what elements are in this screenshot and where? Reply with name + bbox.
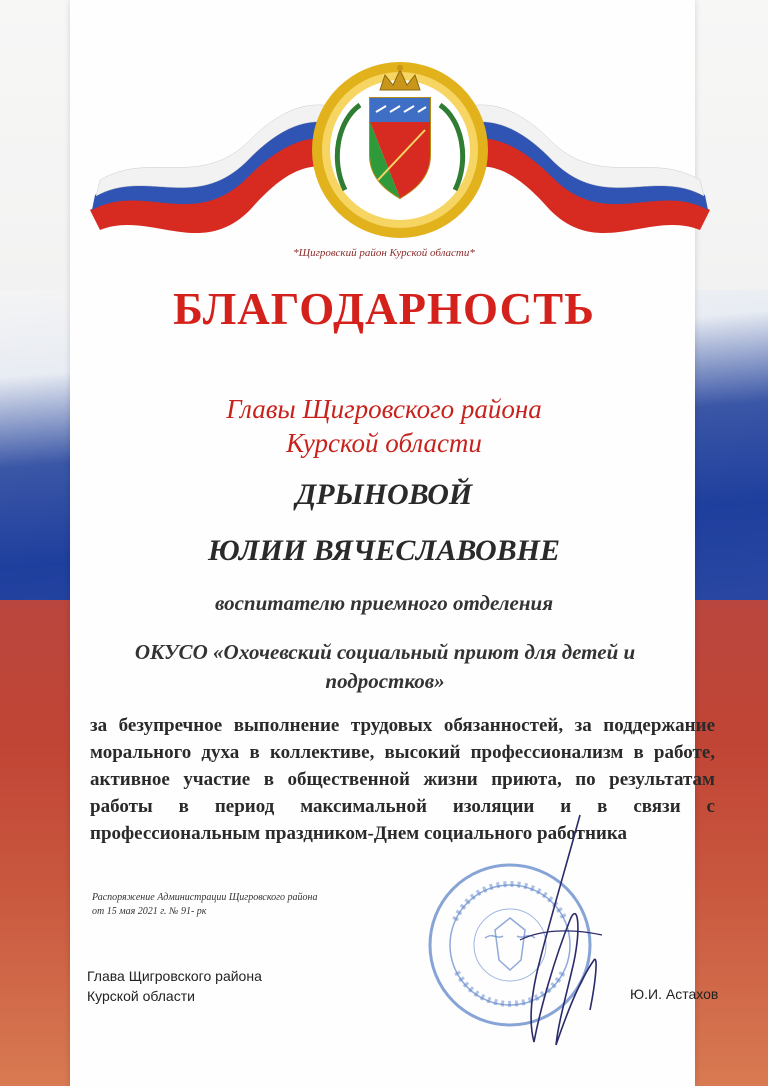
recipient-surname: ДРЫНОВОЙ [295, 478, 473, 511]
order-line-1: Распоряжение Администрации Щигровского района [92, 892, 318, 903]
award-reason: за безупречное выполнение трудовых обязанностей, за поддержание морального духа в коллективе, высокий профессионализм в работе, активное участие в общественной жизни приюта, по результатам работы в период максимальной изоляции и в связи с профессиональным праздником-Днем социального работника [90, 715, 715, 844]
issuer-line-2: Курской области [286, 428, 482, 458]
signatory-role [87, 966, 347, 1006]
region-caption: *Щигровский район Курской области* [293, 247, 475, 259]
issuer-block [0, 392, 768, 460]
recipient-organization: ОКУСО «Охочевский социальный приют для детей и подростков» [134, 640, 636, 693]
recipient-position: воспитателю приемного отделения [214, 591, 554, 615]
recipient-given-names: ЮЛИИ ВЯЧЕСЛАВОВНЕ [207, 534, 560, 567]
order-reference [92, 891, 392, 919]
signatory-role-line-1: Глава Щигровского района [87, 968, 262, 984]
handwritten-signature-icon [510, 810, 610, 1050]
signatory-name: Ю.И. Астахов [630, 986, 719, 1002]
signatory-role-line-2: Курской области [87, 988, 195, 1004]
issuer-line-1: Главы Щигровского района [226, 394, 542, 424]
coat-of-arms-icon [80, 60, 720, 260]
certificate-title: БЛАГОДАРНОСТЬ [173, 284, 595, 334]
order-line-2: от 15 мая 2021 г. № 91- рк [92, 906, 207, 917]
